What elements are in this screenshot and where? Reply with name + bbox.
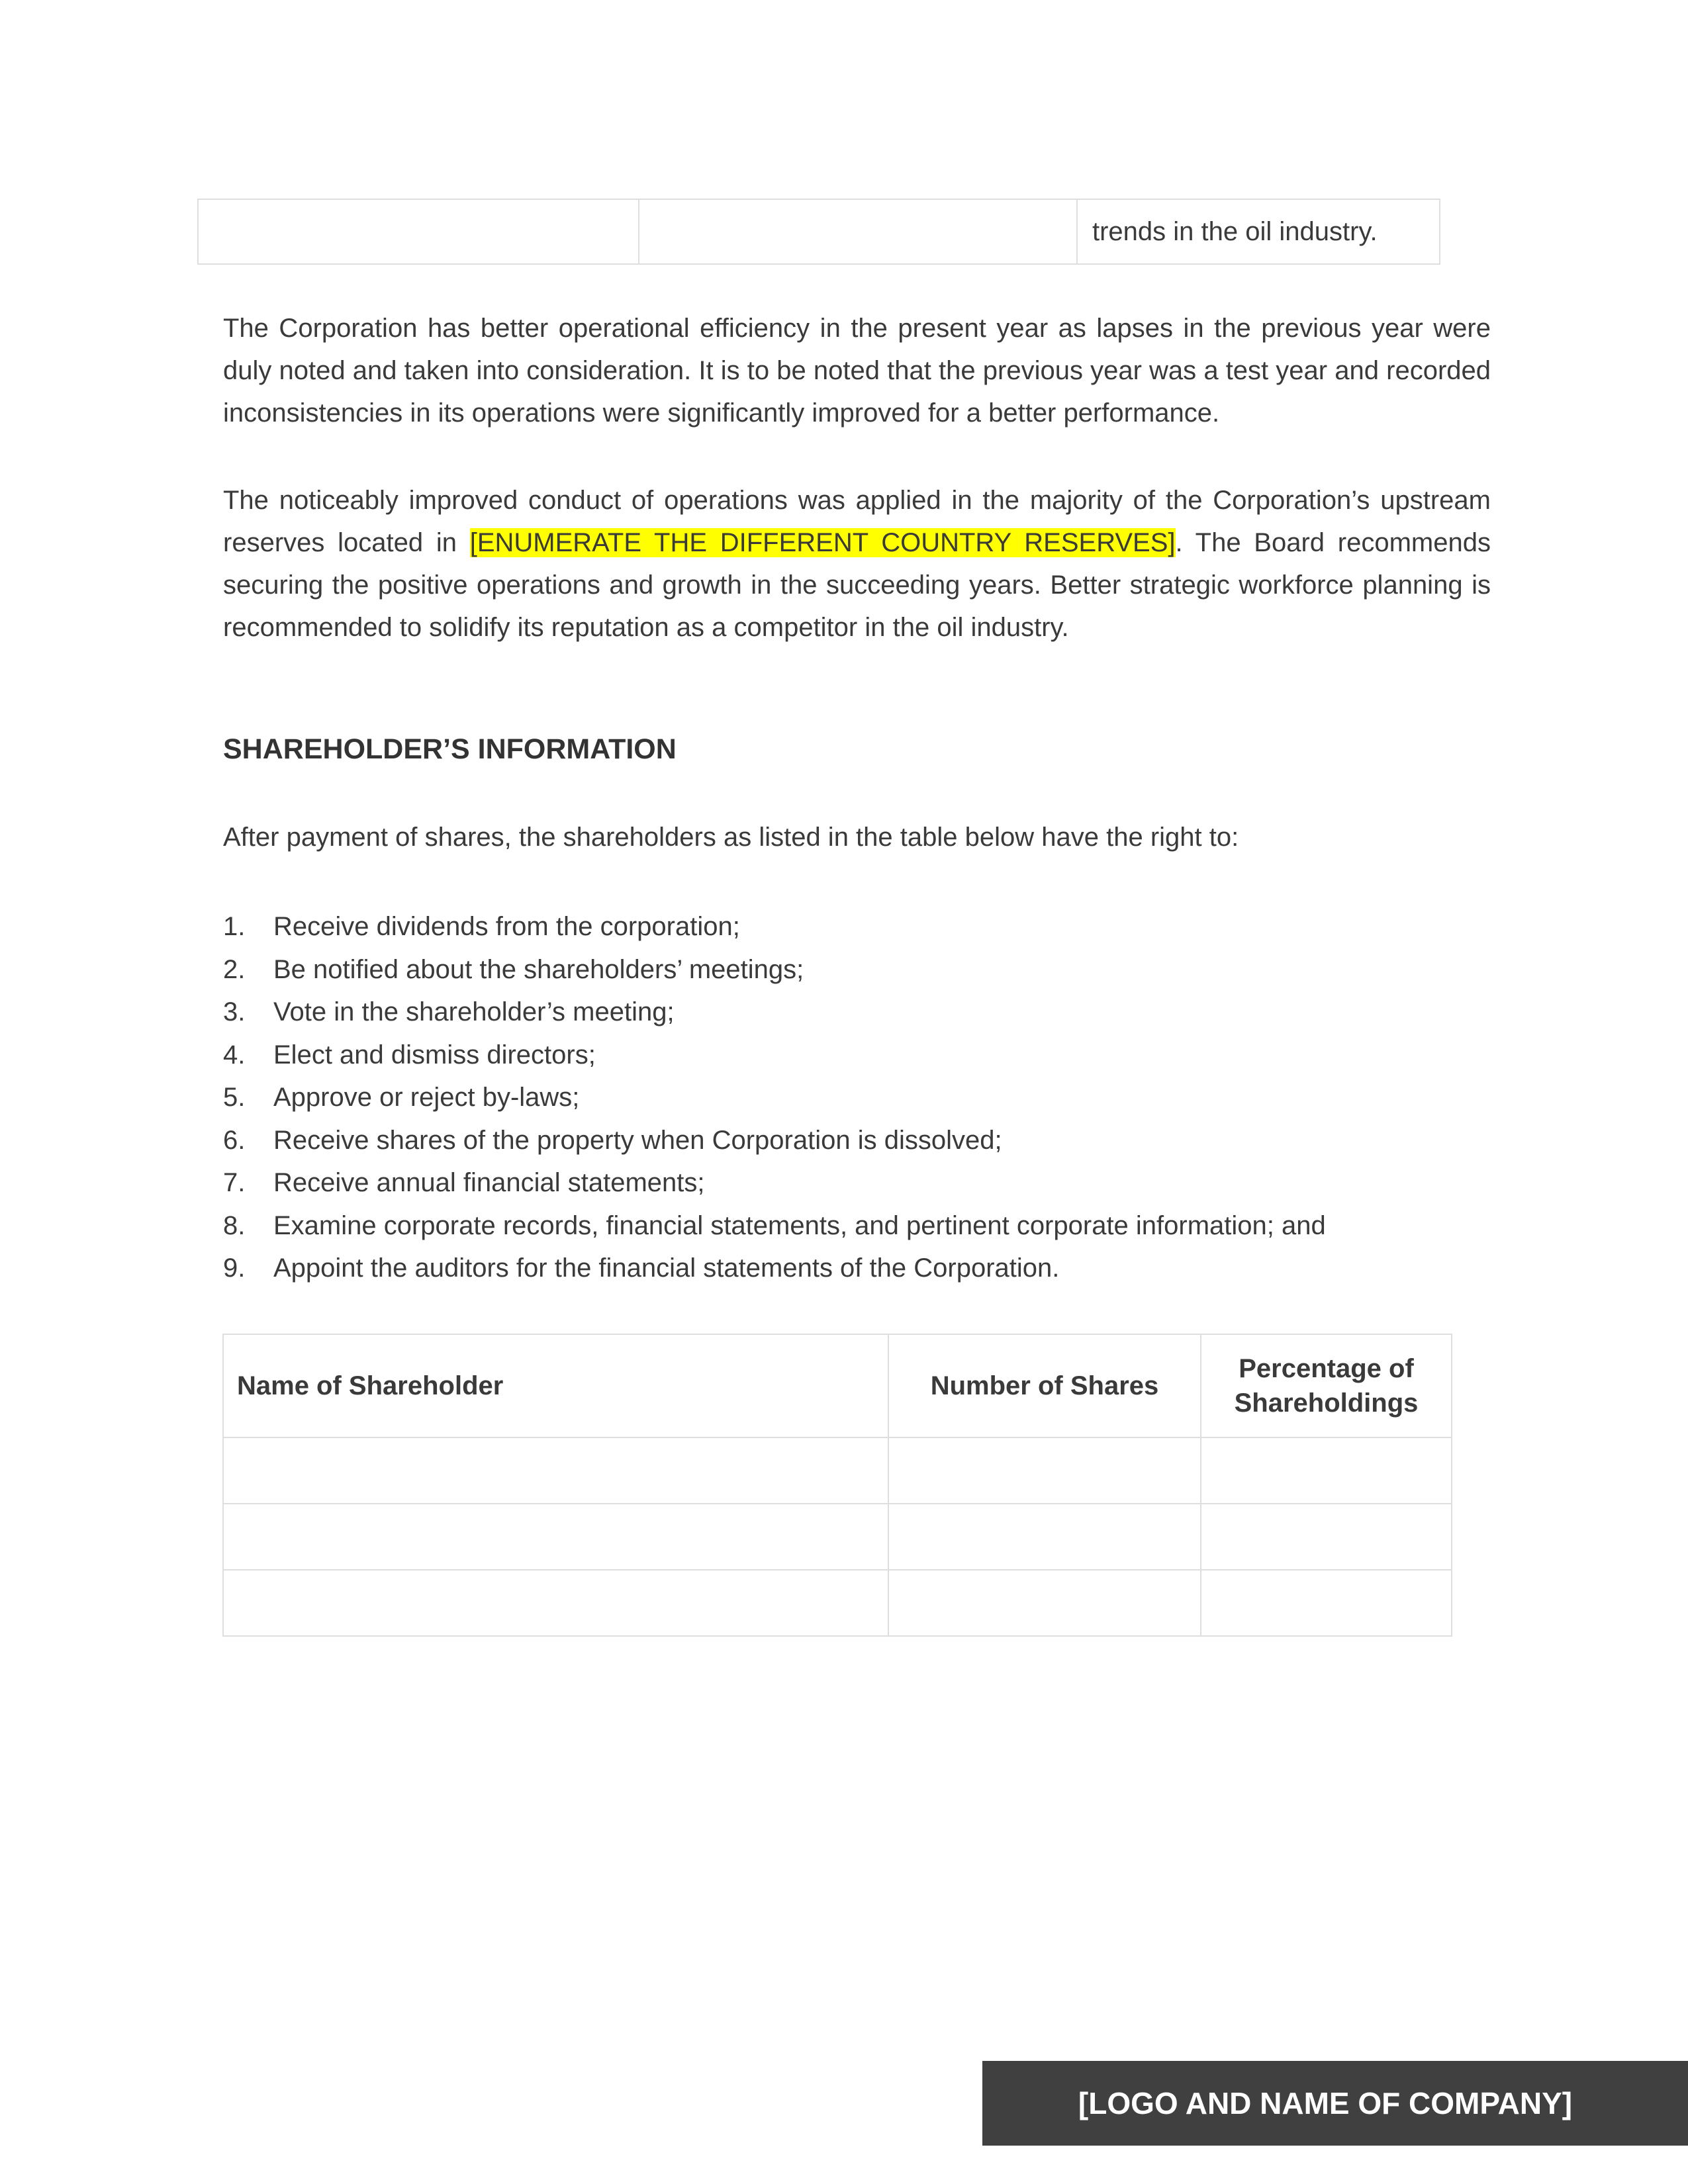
table-cell[interactable] [1201,1570,1452,1636]
table-row [223,1437,1452,1504]
list-number: 3. [223,997,246,1026]
list-text: Receive shares of the property when Corporation is dissolved; [273,1125,1002,1155]
table-cell[interactable] [888,1437,1201,1504]
list-text: Vote in the shareholder’s meeting; [273,997,675,1026]
paragraph-text: The noticeably improved conduct of operations was applied in the majority of the Corporation’s upstream reserves located in [223,486,1491,557]
paragraph-operational-efficiency: The Corporation has better operational efficiency in the present year as lapses in the previous year were duly noted and taken into consideration. It is to be noted that the previous year was a test year and recorded inconsistencies in its operations were significantly improved for a better performance. [223,314,1491,428]
column-header-name: Name of Shareholder [223,1334,888,1437]
list-item [223,991,1326,1034]
list-text: Examine corporate records, financial statements, and pertinent corporate information; and [273,1210,1326,1240]
table-cell[interactable] [223,1570,888,1636]
table-row [223,1570,1452,1636]
list-text: Approve or reject by-laws; [273,1083,580,1112]
list-number: 8. [223,1210,246,1240]
column-header-shares: Number of Shares [888,1334,1201,1437]
list-text: Appoint the auditors for the financial statements of the Corporation. [273,1253,1060,1283]
paragraph-operations-reserves [223,479,1491,649]
list-item [223,1076,1326,1119]
table-cell: trends in the oil industry. [1077,199,1440,264]
table-cell[interactable] [1201,1437,1452,1504]
list-item [223,1247,1326,1290]
shareholder-table [222,1334,1452,1637]
table-row [198,199,1440,264]
list-number: 6. [223,1125,246,1155]
list-number: 2. [223,954,246,984]
list-number: 4. [223,1040,246,1069]
list-item [223,1161,1326,1205]
list-item [223,1119,1326,1162]
list-text: Be notified about the shareholders’ meetings; [273,954,804,984]
table-cell[interactable] [888,1504,1201,1570]
table-row [223,1504,1452,1570]
list-text: Elect and dismiss directors; [273,1040,596,1069]
continuation-table [197,199,1440,265]
rights-list [223,905,1326,1290]
list-item [223,1205,1326,1248]
table-cell[interactable] [223,1504,888,1570]
list-number: 5. [223,1083,246,1112]
list-number: 9. [223,1253,246,1283]
list-text: Receive annual financial statements; [273,1168,705,1197]
table-cell [198,199,639,264]
table-header-row [223,1334,1452,1437]
footer-company-bar [982,2061,1688,2146]
paragraph-text: . The Board recommends securing the positive operations and growth in the succeeding years. Better strategic workforce planning is recommended to solidify its reputation as a competitor in the oil industry. [223,528,1491,642]
column-header-percentage: Percentage of Shareholdings [1201,1334,1452,1437]
list-item [223,1034,1326,1077]
placeholder-highlight[interactable]: [ENUMERATE THE DIFFERENT COUNTRY RESERVES] [469,528,1176,557]
footer-company-name: [LOGO AND NAME OF COMPANY] [1078,2086,1573,2120]
table-cell[interactable] [1201,1504,1452,1570]
section-heading: SHAREHOLDER’S INFORMATION [223,733,677,765]
list-text: Receive dividends from the corporation; [273,912,740,941]
table-cell[interactable] [888,1570,1201,1636]
rights-intro: After payment of shares, the shareholders as listed in the table below have the right to: [223,823,1239,852]
table-cell[interactable] [223,1437,888,1504]
list-item [223,905,1326,948]
table-cell [639,199,1077,264]
list-item [223,948,1326,991]
list-number: 7. [223,1168,246,1197]
list-number: 1. [223,912,246,941]
